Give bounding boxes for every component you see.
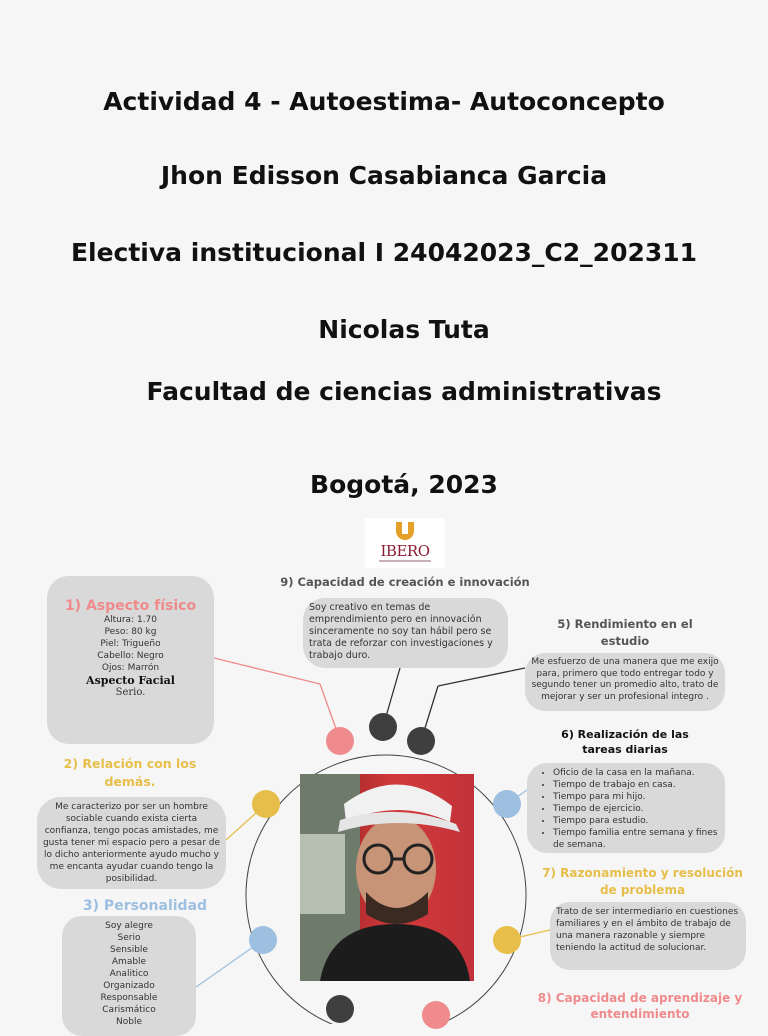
node-s2 [252,790,280,818]
faculty-name: Facultad de ciencias administrativas [146,377,662,406]
s3-item: Noble [116,1017,142,1027]
node-s9 [369,713,397,741]
node-bottom-left [326,995,354,1023]
profile-photo [300,774,474,981]
author-name: Jhon Edisson Casabianca Garcia [160,161,608,190]
s1-line: Cabello: Negro [97,651,164,661]
s1-details [47,614,214,699]
s6-box [527,763,725,853]
s2-box [37,797,226,889]
s5-text: Me esfuerzo de una manera que me exijo para, primero que todo entregar todo y segundo tener un promedio alto, trato de mejorar y ser un profesional integro . [531,657,719,702]
s6-item: • Tiempo de ejercicio. [553,803,721,815]
s3-item: Organizado [103,981,155,991]
connector-s1 [214,658,320,684]
node-s3 [249,926,277,954]
s3-item: Sensible [110,945,148,955]
logo-text: IBERO [380,542,430,560]
s6-heading: 6) Realización de las tareas diarias [561,728,689,756]
s6-item: • Tiempo para estudio. [553,815,721,827]
s1-line: Ojos: Marrón [101,663,160,673]
s3-item: Soy alegre [105,921,153,931]
node-s7 [493,926,521,954]
s2-heading: 2) Relación con los demás. [63,756,197,789]
s6-item: • Tiempo familia entre semana y fines de semana. [553,827,721,851]
s9-box [303,598,508,668]
s6-list [535,767,721,851]
place-date: Bogotá, 2023 [310,470,498,499]
s1-sub-text: Serio. [115,687,146,698]
s6-item: • Oficio de la casa en la mañana. [553,767,721,779]
node-s6 [493,790,521,818]
node-s1 [326,727,354,755]
s6-item: • Tiempo de trabajo en casa. [553,779,721,791]
s8-heading: 8) Capacidad de aprendizaje y entendimiento [537,991,743,1021]
s9-text: Soy creativo en temas de emprendimiento pero en innovación sinceramente no soy tan hábil pero se trata de reforzar con investigaciones y trabajo duro. [309,602,493,661]
s3-item: Analitico [109,969,149,979]
s7-box [550,902,746,970]
s7-text: Trato de ser intermediario en cuestiones familiares y en el ámbito de trabajo de una manera razonable y siempre teniendo la actitud de solucionar. [556,907,739,953]
s1-line: Altura: 1.70 [103,615,158,625]
document-title: Actividad 4 - Autoestima- Autoconcepto [103,87,665,116]
s1-heading: 1) Aspecto físico [64,598,197,614]
connector-s5 [438,668,525,686]
s3-item: Serio [117,933,141,943]
teacher-name: Nicolas Tuta [318,315,490,344]
s6-item: • Tiempo para mi hijo. [553,791,721,803]
s3-item: Amable [111,957,147,967]
s5-heading: 5) Rendimiento en el estudio [557,617,693,648]
node-s5 [407,727,435,755]
s3-item: Responsable [100,993,158,1003]
s1-box [47,576,214,744]
s3-list [62,920,196,1028]
s3-box [62,916,196,1036]
s3-heading: 3) Personalidad [82,898,208,914]
s1-line: Piel: Trigueño [100,639,161,649]
s9-heading: 9) Capacidad de creación e innovación [280,575,530,589]
s7-heading: 7) Razonamiento y resolución de problema [542,866,743,897]
s2-text: Me caracterizo por ser un hombre sociable cuando exista cierta confianza, tengo pocas amistades, me gusta tener mi espacio pero a pesar de lo dicho anteriormente ayudo mucho y me encanta ayudar cuando tengo la posibilidad. [42,802,221,884]
s3-item: Carismático [102,1005,156,1015]
s1-sub-heading: Aspecto Facial [86,674,175,687]
s1-line: Peso: 80 kg [104,627,157,637]
s5-box [525,653,725,711]
node-s8 [422,1001,450,1029]
course-name: Electiva institucional I 24042023_C2_202311 [70,238,698,267]
